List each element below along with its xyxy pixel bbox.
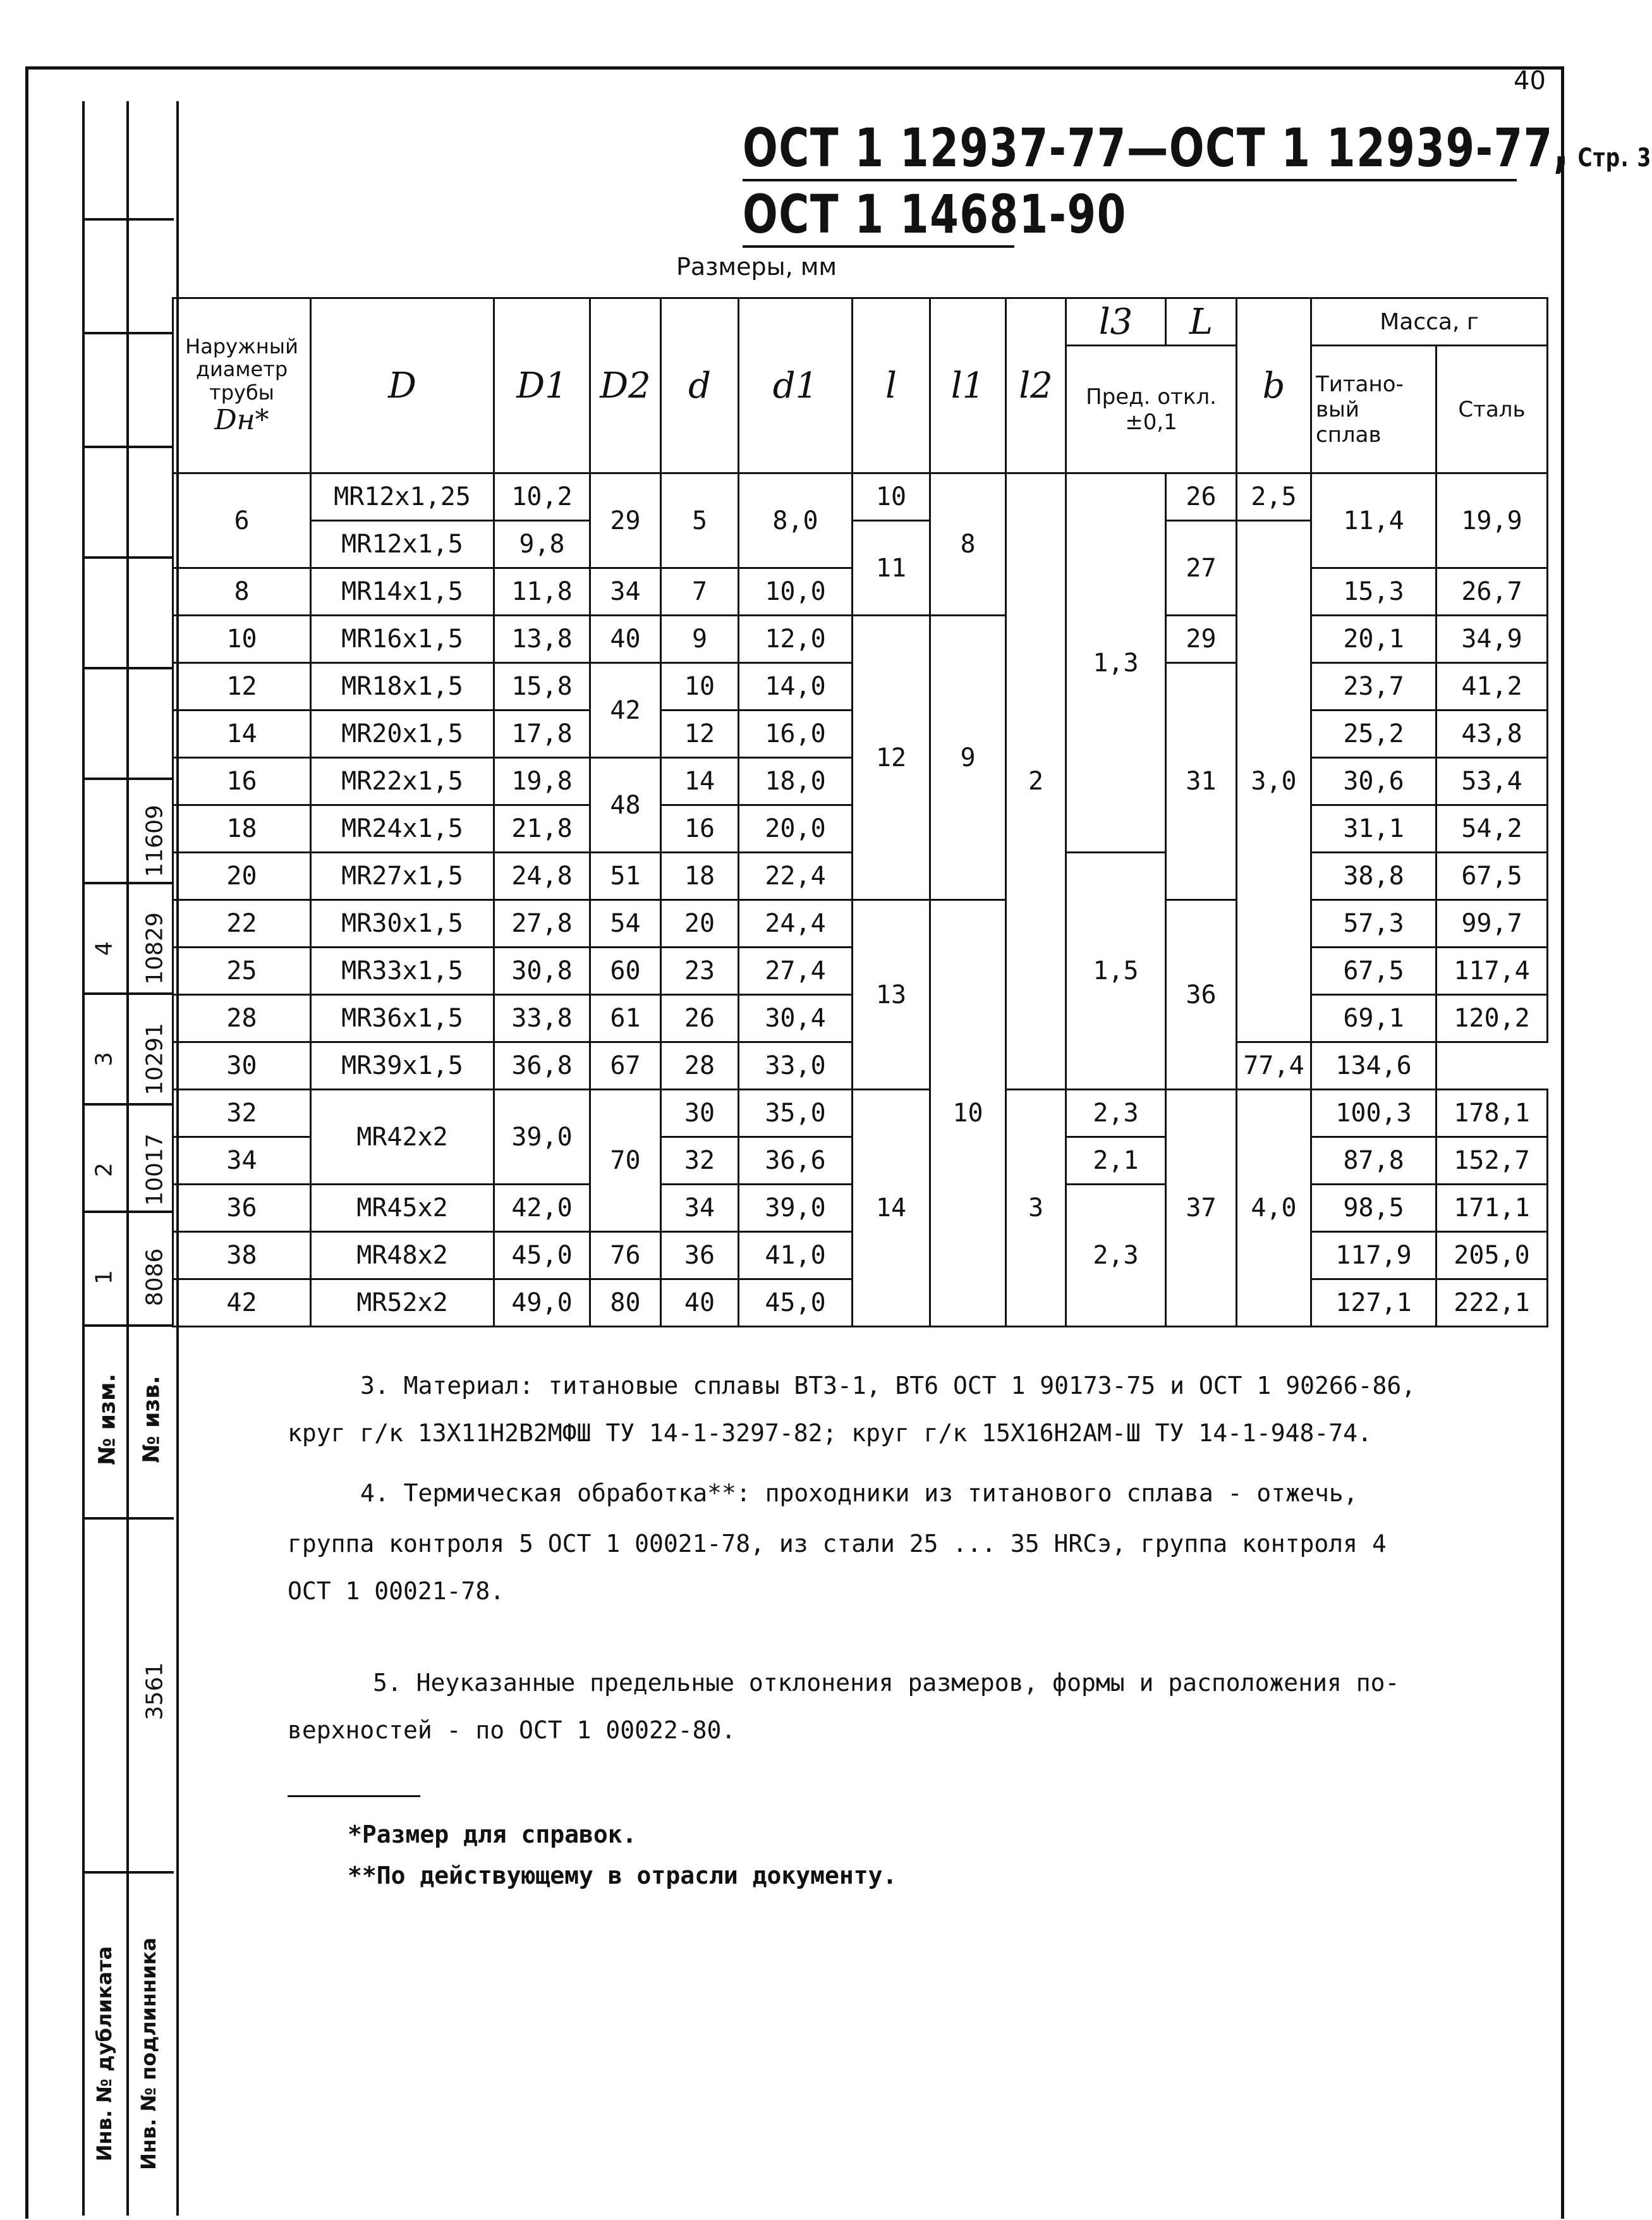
cell-l2: 2 — [1006, 473, 1066, 1090]
cell-l: 10 — [853, 473, 930, 521]
cell-d1: 35,0 — [739, 1090, 853, 1137]
cell-l1: 8 — [930, 473, 1006, 616]
cell-D: MR14x1,5 — [311, 568, 494, 616]
cell-mass-st: 34,9 — [1436, 616, 1548, 663]
cell-mass-ti: 15,3 — [1311, 568, 1436, 616]
cell-d1: 24,4 — [739, 900, 853, 948]
cell-l: 14 — [853, 1090, 930, 1327]
note-4-line-3: ОСТ 1 00021-78. — [288, 1577, 505, 1605]
cell-d: 26 — [661, 995, 739, 1042]
cell-L: 31 — [1166, 663, 1237, 900]
cell-d1: 12,0 — [739, 616, 853, 663]
cell-D: MR36x1,5 — [311, 995, 494, 1042]
header-L: L — [1166, 298, 1237, 346]
margin-doc-10017: 10017 — [142, 1133, 168, 1206]
cell-dn: 30 — [173, 1042, 311, 1090]
cell-d: 28 — [661, 1042, 739, 1090]
cell-D: MR39x1,5 — [311, 1042, 494, 1090]
cell-D1: 30,8 — [494, 948, 590, 995]
cell-dn: 20 — [173, 853, 311, 900]
header-d: d — [661, 298, 739, 473]
cell-D: MR18x1,5 — [311, 663, 494, 711]
cell-D: MR22x1,5 — [311, 758, 494, 805]
cell-l3: 2,3 — [1066, 1185, 1166, 1327]
cell-d: 20 — [661, 900, 739, 948]
cell-dn: 22 — [173, 900, 311, 948]
cell-mass-st: 178,1 — [1436, 1090, 1548, 1137]
cell-dn: 16 — [173, 758, 311, 805]
cell-d1: 8,0 — [739, 473, 853, 568]
cell-l2: 3 — [1006, 1090, 1066, 1327]
margin-num-4: 4 — [91, 941, 118, 956]
cell-mass-ti: 23,7 — [1311, 663, 1436, 711]
note-5-line-2: верхностей - по ОСТ 1 00022-80. — [288, 1716, 736, 1744]
cell-d1: 14,0 — [739, 663, 853, 711]
cell-D2: 61 — [590, 995, 661, 1042]
cell-L: 26 — [1166, 473, 1237, 521]
header-mass: Масса, г — [1311, 298, 1548, 346]
cell-d1: 39,0 — [739, 1185, 853, 1232]
cell-L: 36 — [1166, 900, 1237, 1090]
footnote-1: *Размер для справок. — [348, 1821, 637, 1848]
cell-D: MR30x1,5 — [311, 900, 494, 948]
cell-mass-st: 99,7 — [1436, 900, 1548, 948]
cell-d: 9 — [661, 616, 739, 663]
cell-D: MR16x1,5 — [311, 616, 494, 663]
cell-dn: 42 — [173, 1279, 311, 1327]
cell-mass-ti: 30,6 — [1311, 758, 1436, 805]
cell-mass-ti: 77,4 — [1237, 1042, 1311, 1090]
cell-D1: 11,8 — [494, 568, 590, 616]
cell-D2: 67 — [590, 1042, 661, 1090]
header-steel: Сталь — [1436, 346, 1548, 473]
cell-mass-ti: 11,4 — [1311, 473, 1436, 568]
cell-d: 36 — [661, 1232, 739, 1279]
header-l2: l2 — [1006, 298, 1066, 473]
cell-dn: 38 — [173, 1232, 311, 1279]
cell-d1: 33,0 — [739, 1042, 853, 1090]
cell-D2: 76 — [590, 1232, 661, 1279]
cell-d1: 27,4 — [739, 948, 853, 995]
header-tolerance: Пред. откл. ±0,1 — [1066, 346, 1237, 473]
cell-dn: 12 — [173, 663, 311, 711]
margin-divider — [126, 101, 129, 2216]
cell-dn: 28 — [173, 995, 311, 1042]
cell-l1: 9 — [930, 616, 1006, 900]
cell-dn: 10 — [173, 616, 311, 663]
cell-D1: 33,8 — [494, 995, 590, 1042]
cell-d1: 16,0 — [739, 711, 853, 758]
cell-mass-ti: 69,1 — [1311, 995, 1436, 1042]
cell-L: 29 — [1166, 616, 1237, 663]
cell-D2: 40 — [590, 616, 661, 663]
cell-D2: 51 — [590, 853, 661, 900]
standard-title-line1: ОСТ 1 12937-77—ОСТ 1 12939-77, Стр. 3 — [743, 117, 1652, 179]
margin-num-1: 1 — [91, 1270, 118, 1284]
cell-d: 16 — [661, 805, 739, 853]
cell-D2: 54 — [590, 900, 661, 948]
margin-num-3: 3 — [91, 1052, 118, 1066]
cell-mass-st: 134,6 — [1311, 1042, 1436, 1090]
note-4-line-2: группа контроля 5 ОСТ 1 00021-78, из стали 25 ... 35 HRCэ, группа контроля 4 — [288, 1530, 1387, 1558]
cell-d1: 18,0 — [739, 758, 853, 805]
cell-D: MR33x1,5 — [311, 948, 494, 995]
cell-D: MR12x1,25 — [311, 473, 494, 521]
cell-l3: 1,3 — [1066, 473, 1166, 853]
cell-D2: 70 — [590, 1090, 661, 1232]
cell-b: 3,0 — [1237, 521, 1311, 1042]
cell-D2: 60 — [590, 948, 661, 995]
cell-d1: 36,6 — [739, 1137, 853, 1185]
units-caption: Размеры, мм — [676, 253, 837, 281]
header-D: D — [311, 298, 494, 473]
margin-doc-10291: 10291 — [142, 1023, 168, 1095]
cell-dn: 6 — [173, 473, 311, 568]
cell-dn: 25 — [173, 948, 311, 995]
margin-izm-label: № изм. — [94, 1373, 121, 1466]
cell-dn: 34 — [173, 1137, 311, 1185]
dimensions-table — [172, 297, 1548, 1327]
cell-D1: 36,8 — [494, 1042, 590, 1090]
margin-doc-11609: 11609 — [142, 805, 168, 877]
cell-b: 2,5 — [1237, 473, 1311, 521]
cell-d1: 22,4 — [739, 853, 853, 900]
cell-d1: 20,0 — [739, 805, 853, 853]
cell-D1: 39,0 — [494, 1090, 590, 1185]
cell-d: 32 — [661, 1137, 739, 1185]
cell-D1: 49,0 — [494, 1279, 590, 1327]
cell-d: 7 — [661, 568, 739, 616]
cell-mass-st: 222,1 — [1436, 1279, 1548, 1327]
cell-mass-st: 67,5 — [1436, 853, 1548, 900]
cell-D1: 45,0 — [494, 1232, 590, 1279]
header-D1: D1 — [494, 298, 590, 473]
cell-D1: 17,8 — [494, 711, 590, 758]
cell-mass-st: 54,2 — [1436, 805, 1548, 853]
margin-inv-number: 3561 — [142, 1662, 168, 1721]
margin-doc-8086: 8086 — [142, 1248, 168, 1307]
cell-D2: 42 — [590, 663, 661, 758]
cell-D1: 24,8 — [494, 853, 590, 900]
cell-D: MR42x2 — [311, 1090, 494, 1185]
margin-num-2: 2 — [91, 1162, 118, 1177]
margin-inv-podl: Инв. № подлинника — [137, 1937, 161, 2170]
header-l3: l3 — [1066, 298, 1166, 346]
cell-dn: 32 — [173, 1090, 311, 1137]
cell-b: 4,0 — [1237, 1090, 1311, 1327]
note-3-line-2: круг г/к 13Х11Н2В2МФШ ТУ 14-1-3297-82; круг г/к 15Х16Н2АМ-Ш ТУ 14-1-948-74. — [288, 1419, 1372, 1447]
cell-mass-ti: 38,8 — [1311, 853, 1436, 900]
header-titan: Титано-вый сплав — [1311, 346, 1436, 473]
cell-D: MR12x1,5 — [311, 521, 494, 568]
header-d1: d1 — [739, 298, 853, 473]
cell-d: 18 — [661, 853, 739, 900]
cell-D1: 10,2 — [494, 473, 590, 521]
note-4-line-1: 4. Термическая обработка**: проходники из титанового сплава - отжечь, — [360, 1479, 1358, 1507]
margin-doc-10829: 10829 — [142, 912, 168, 985]
cell-mass-ti: 117,9 — [1311, 1232, 1436, 1279]
cell-mass-st: 41,2 — [1436, 663, 1548, 711]
cell-d: 14 — [661, 758, 739, 805]
cell-D1: 19,8 — [494, 758, 590, 805]
cell-d: 34 — [661, 1185, 739, 1232]
cell-mass-st: 43,8 — [1436, 711, 1548, 758]
header-D2: D2 — [590, 298, 661, 473]
cell-D1: 13,8 — [494, 616, 590, 663]
cell-l1: 10 — [930, 900, 1006, 1327]
cell-mass-ti: 31,1 — [1311, 805, 1436, 853]
margin-inv-dubl: Инв. № дубликата — [92, 1946, 116, 2162]
cell-d1: 30,4 — [739, 995, 853, 1042]
cell-D: MR45x2 — [311, 1185, 494, 1232]
standard-title-line2: ОСТ 1 14681-90 — [743, 183, 1127, 245]
cell-mass-ti: 98,5 — [1311, 1185, 1436, 1232]
cell-mass-st: 120,2 — [1436, 995, 1548, 1042]
cell-mass-ti: 100,3 — [1311, 1090, 1436, 1137]
title-underline-1 — [743, 179, 1517, 181]
cell-mass-ti: 20,1 — [1311, 616, 1436, 663]
cell-l: 11 — [853, 521, 930, 616]
cell-mass-st: 117,4 — [1436, 948, 1548, 995]
cell-d: 23 — [661, 948, 739, 995]
cell-mass-ti: 67,5 — [1311, 948, 1436, 995]
footnote-2: **По действующему в отрасли документу. — [348, 1862, 897, 1889]
cell-mass-st: 26,7 — [1436, 568, 1548, 616]
header-b: b — [1237, 298, 1311, 473]
cell-L: 37 — [1166, 1090, 1237, 1327]
cell-D: MR48x2 — [311, 1232, 494, 1279]
header-outer-diameter: Наружный диаметр трубы Dн* — [173, 298, 311, 473]
cell-l3: 1,5 — [1066, 853, 1166, 1090]
cell-d1: 45,0 — [739, 1279, 853, 1327]
cell-l3: 2,1 — [1066, 1137, 1166, 1185]
cell-D: MR24x1,5 — [311, 805, 494, 853]
margin-izv-label: № изв. — [138, 1375, 165, 1463]
cell-dn: 36 — [173, 1185, 311, 1232]
cell-mass-st: 53,4 — [1436, 758, 1548, 805]
cell-D1: 42,0 — [494, 1185, 590, 1232]
cell-d: 40 — [661, 1279, 739, 1327]
cell-mass-st: 152,7 — [1436, 1137, 1548, 1185]
cell-dn: 8 — [173, 568, 311, 616]
cell-mass-st: 205,0 — [1436, 1232, 1548, 1279]
cell-mass-ti: 57,3 — [1311, 900, 1436, 948]
cell-D2: 34 — [590, 568, 661, 616]
cell-d: 12 — [661, 711, 739, 758]
cell-mass-st: 19,9 — [1436, 473, 1548, 568]
cell-d: 30 — [661, 1090, 739, 1137]
cell-l3: 2,3 — [1066, 1090, 1166, 1137]
cell-mass-ti: 87,8 — [1311, 1137, 1436, 1185]
cell-d1: 10,0 — [739, 568, 853, 616]
note-3-line-1: 3. Материал: титановые сплавы ВТ3-1, ВТ6 ОСТ 1 90173-75 и ОСТ 1 90266-86, — [360, 1372, 1416, 1400]
cell-D2: 29 — [590, 473, 661, 568]
cell-L: 27 — [1166, 521, 1237, 616]
cell-D2: 80 — [590, 1279, 661, 1327]
cell-d: 10 — [661, 663, 739, 711]
cell-D1: 21,8 — [494, 805, 590, 853]
cell-D: MR20x1,5 — [311, 711, 494, 758]
title-underline-2 — [743, 245, 1014, 248]
header-l: l — [853, 298, 930, 473]
cell-D: MR52x2 — [311, 1279, 494, 1327]
cell-mass-ti: 127,1 — [1311, 1279, 1436, 1327]
header-l1: l1 — [930, 298, 1006, 473]
footnote-separator — [288, 1795, 420, 1797]
cell-d: 5 — [661, 473, 739, 568]
cell-D: MR27x1,5 — [311, 853, 494, 900]
cell-D1: 15,8 — [494, 663, 590, 711]
cell-dn: 14 — [173, 711, 311, 758]
cell-D2: 48 — [590, 758, 661, 853]
cell-l: 13 — [853, 900, 930, 1090]
cell-mass-ti: 25,2 — [1311, 711, 1436, 758]
cell-mass-st: 171,1 — [1436, 1185, 1548, 1232]
note-5-line-1: 5. Неуказанные предельные отклонения размеров, формы и расположения по- — [373, 1669, 1400, 1697]
cell-d1: 41,0 — [739, 1232, 853, 1279]
cell-l: 12 — [853, 616, 930, 900]
cell-D1: 9,8 — [494, 521, 590, 568]
cell-dn: 18 — [173, 805, 311, 853]
page-number: 40 — [1514, 66, 1546, 95]
cell-D1: 27,8 — [494, 900, 590, 948]
